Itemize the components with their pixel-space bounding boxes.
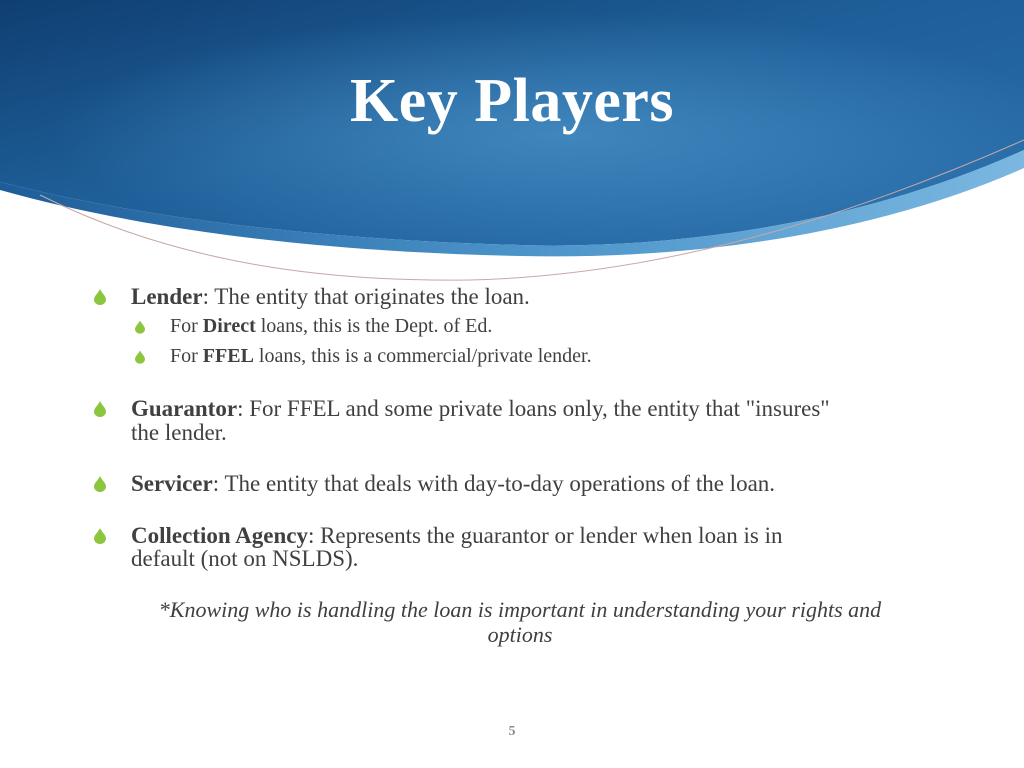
- sub-bullet-text: loans, this is the Dept. of Ed.: [255, 315, 493, 337]
- sub-bullet-prefix: For: [170, 345, 203, 367]
- sub-bullet-text: loans, this is a commercial/private lender.: [253, 345, 592, 367]
- sub-bullet-ffel: [170, 345, 592, 368]
- footnote-line-2: options: [487, 622, 553, 647]
- page-number: 5: [508, 724, 516, 739]
- bullet-collection-continuation: default (not on NSLDS).: [131, 546, 359, 571]
- water-drop-icon: [94, 528, 106, 544]
- sub-bullet-term: Direct: [202, 315, 256, 337]
- water-drop-icon: [94, 289, 106, 305]
- water-drop-icon: [135, 320, 145, 334]
- footnote: [130, 597, 910, 647]
- header-wave-background: [0, 0, 1024, 290]
- bullet-collection-term: Collection Agency: [131, 523, 308, 548]
- sub-bullet-prefix: For: [170, 315, 203, 337]
- slide-title: Key Players: [349, 67, 674, 135]
- bullet-guarantor-term: Guarantor: [131, 396, 238, 421]
- bullet-lender-text: : The entity that originates the loan.: [202, 284, 530, 309]
- bullet-lender-term: Lender: [131, 284, 203, 309]
- sub-bullet-term: FFEL: [202, 345, 254, 367]
- water-drop-icon: [135, 350, 145, 364]
- bullet-servicer: [131, 471, 775, 497]
- bullet-guarantor: [131, 396, 830, 422]
- water-drop-icon: [94, 476, 106, 492]
- footnote-line-1: *Knowing who is handling the loan is important in understanding your rights and: [158, 597, 882, 622]
- bullet-guarantor-text: : For FFEL and some private loans only, the entity that "insures": [237, 396, 830, 421]
- sub-bullet-direct: [170, 315, 492, 338]
- bullet-collection-text: : Represents the guarantor or lender when loan is in: [307, 523, 783, 548]
- water-drop-icon: [94, 401, 106, 417]
- bullet-guarantor-continuation: the lender.: [131, 420, 227, 445]
- bullet-lender: [131, 284, 530, 310]
- bullet-servicer-term: Servicer: [131, 471, 213, 496]
- bullet-servicer-text: : The entity that deals with day-to-day operations of the loan.: [212, 471, 776, 496]
